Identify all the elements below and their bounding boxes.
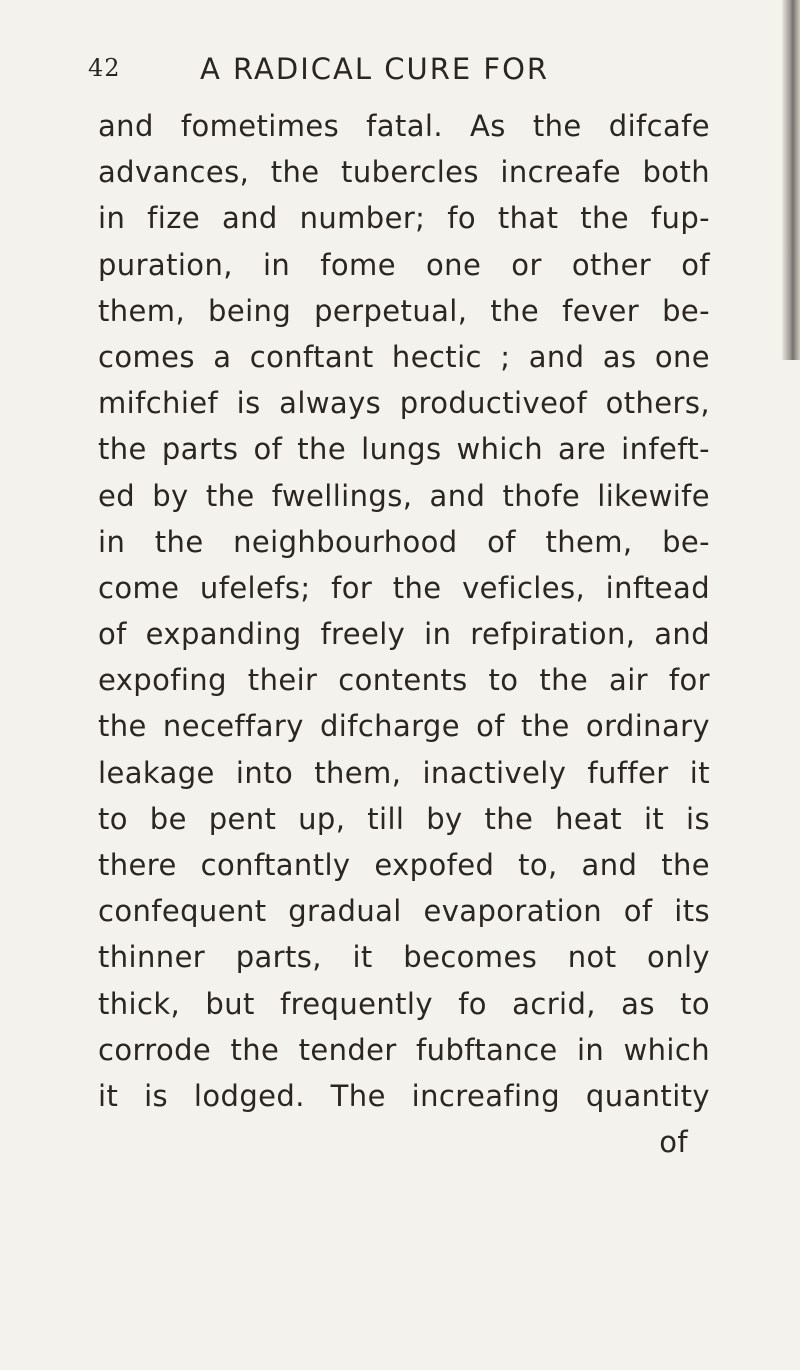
text-line: and fometimes fatal. As the difcafe [98,109,710,143]
text-line: thick, but frequently fo acrid, as to [98,986,710,1021]
text-line: to be pent up, till by the heat it is [98,801,710,836]
text-line: the parts of the lungs which are infeft- [98,432,710,467]
text-line: mifchief is always productiveof others, [98,386,710,421]
text-line: come ufelefs; for the veficles, inftead [98,570,710,605]
text-line: in fize and number; fo that the fup- [98,201,710,236]
text-line: it is lodged. The increafing quantity [98,1078,710,1113]
page-number: 42 [88,54,121,82]
body-text [98,103,710,1165]
text-line: them, being perpetual, the fever be- [98,293,710,328]
text-line: expofing their contents to the air for [98,663,710,698]
text-line: comes a conftant hectic ; and as one [98,339,710,374]
text-line: confequent gradual evaporation of its [98,894,710,929]
text-line: corrode the tender fubftance in which [98,1032,710,1067]
text-line: advances, the tubercles increafe both [98,155,710,190]
text-line: puration, in fome one or other of [98,247,710,282]
page-header [88,52,708,92]
catchword: of [659,1125,688,1160]
text-line: thinner parts, it becomes not only [98,940,710,975]
text-line: there conftantly expofed to, and the [98,848,710,882]
text-line: the neceffary difcharge of the ordinary [98,709,710,744]
text-line: ed by the fwellings, and thofe likewife [98,478,710,513]
page-edge-shadow [782,0,800,360]
running-head: A RADICAL CURE FOR [200,52,550,86]
text-line: in the neighbourhood of them, be- [98,524,710,559]
text-line: leakage into them, inactively fuffer it [98,755,710,790]
text-line: of expanding freely in refpiration, and [98,617,710,652]
